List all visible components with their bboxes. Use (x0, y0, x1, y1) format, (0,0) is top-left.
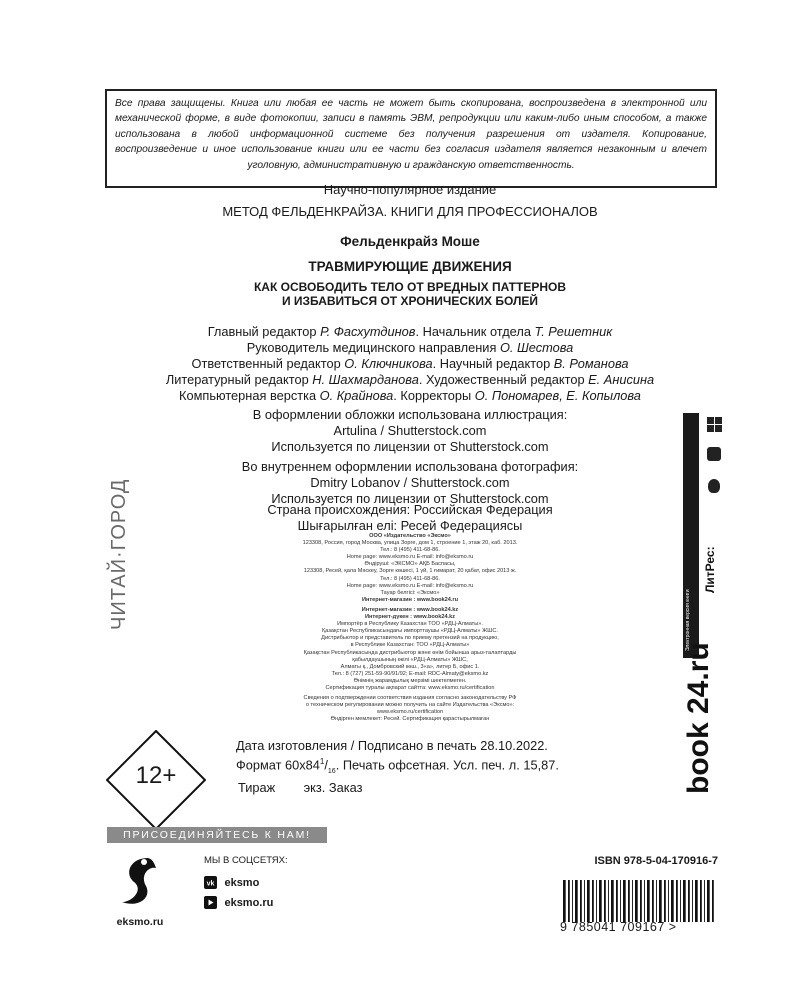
production-date: Дата изготовления / Подписано в печать 28.10.2022. (236, 738, 548, 753)
barcode-bar (640, 880, 642, 922)
litres-block (683, 413, 727, 658)
windows-icon (707, 417, 723, 433)
illustration-line: В оформлении обложки использована иллюстрация: (252, 407, 568, 422)
format-fraction-numerator: 1 (319, 757, 325, 766)
imprint-line: Өнімнің жарамдылық мерзімі шектелмеген. (353, 677, 467, 684)
imprint-line: Интернет-магазин : www.book24.kz (361, 606, 459, 613)
barcode-bar (628, 880, 630, 922)
barcode-bar (584, 880, 585, 922)
imprint-line: в Республике Казахстан: ТОО «РДЦ-Алматы» (350, 642, 470, 649)
barcode-bar (668, 880, 669, 922)
imprint-line: Сведения о подтверждении соответствия издания согласно законодательству РФ (303, 695, 517, 702)
credit-role: Компьютерная верстка (179, 388, 320, 403)
credit-line (120, 340, 700, 356)
series-title: МЕТОД ФЕЛЬДЕНКРАЙЗА. КНИГИ ДЛЯ ПРОФЕССИОНАЛОВ (222, 204, 598, 219)
litres-note: Электронная версия книги (685, 589, 691, 651)
imprint-line: Тел.: 8 (495) 411-68-86. (380, 547, 440, 554)
imprint-line: Алматы қ., Домбровский көш., 3«а», литер Б, офис 1. (340, 663, 480, 670)
barcode-bar (620, 880, 621, 922)
origin-line: Шығарылған елі: Ресей Федерациясы (297, 518, 523, 533)
barcode-bar (644, 880, 645, 922)
format-fraction-denominator: 16 (327, 767, 336, 775)
barcode-bar (671, 880, 674, 922)
barcode-bar (623, 880, 626, 922)
credit-person: В. Романова (553, 356, 629, 371)
imprint-line: Өндірген мемлекет: Ресей. Сертификация қарастырылмаған (330, 716, 490, 723)
imprint-line: www.eksmo.ru/certification (376, 709, 444, 716)
imprint-line: қабылдаушының өкілі «РДЦ-Алматы» ЖШС, (352, 656, 468, 663)
imprint-line: Сертификация туралы ақпарат сайтта: www.eksmo.ru/certification (325, 684, 495, 691)
barcode-bar (611, 880, 614, 922)
imprint-line: Өндіруші: «ЭКСМО» АҚБ Баспасы, (364, 561, 456, 568)
social-item-youtube[interactable] (204, 894, 273, 908)
credit-line (120, 356, 700, 372)
barcode-bar (656, 880, 657, 922)
publisher-imprint (230, 533, 590, 723)
social-label: eksmo (224, 876, 260, 889)
barcode-bar (563, 880, 566, 922)
print-info (236, 738, 616, 796)
country-of-origin (200, 502, 620, 534)
book24-logo: book 24.ru (682, 642, 715, 794)
credit-person: О. Крайнова (319, 388, 394, 403)
imprint-line: 123308, Россия, город Москва, улица Зорге, дом 1, строение 1, этаж 20, каб. 2013. (302, 540, 518, 547)
credit-person: Е. Анисина (588, 372, 655, 387)
social-label: eksmo.ru (224, 896, 274, 909)
credit-person: О. Шестова (499, 340, 574, 355)
barcode-bar (688, 880, 690, 922)
imprint-line: ООО «Издательство «Эксмо» (369, 533, 451, 539)
barcode-bar (652, 880, 654, 922)
imprint-line: Импортёр в Республику Казахстан ТОО «РДЦ-Алматы». (337, 621, 483, 628)
barcode-bar (616, 880, 618, 922)
barcode-bar (580, 880, 582, 922)
illustration-line: Dmitry Lobanov / Shutterstock.com (310, 475, 510, 490)
illustration-line: Во внутреннем оформлении использована фотография: (241, 459, 579, 474)
age-rating: 12+ (135, 762, 177, 789)
barcode-bar (712, 880, 714, 922)
illustration-credits (200, 407, 620, 507)
imprint-line: Интернет-дүкен : www.book24.kz (364, 614, 456, 621)
print-run: Тираж экз. Заказ (238, 779, 363, 795)
imprint-line: Тауар белгісі: «Эксмо» (380, 589, 440, 596)
imprint-line: Home page: www.eksmo.ru E-mail: info@eksmo.ru (346, 554, 474, 561)
apple-icon (708, 479, 720, 493)
barcode-bar (599, 880, 602, 922)
origin-line: Страна происхождения: Российская Федерация (267, 502, 553, 517)
credit-role: . Художественный редактор (418, 372, 589, 387)
credit-person: Н. Шахмарданова (312, 372, 419, 387)
book-title: ТРАВМИРУЮЩИЕ ДВИЖЕНИЯ (308, 259, 512, 274)
imprint-line: о техническом регулировании можно получить на сайте Издательства «Эксмо»: (305, 702, 515, 709)
imprint-line: Тел.: 8 (495) 411-68-86. (380, 575, 440, 582)
author: Фельденкрайз Моше (340, 234, 480, 249)
barcode-bar (604, 880, 606, 922)
eksmo-site: eksmo.ru (116, 916, 164, 928)
barcode-icon (561, 880, 716, 922)
illustration-line: Используется по лицензии от Shutterstock.com (271, 491, 549, 506)
credit-role: Литературный редактор (165, 372, 313, 387)
barcode-digits: 9 785041 709167 > (560, 920, 677, 934)
social-item-vk[interactable] (204, 874, 259, 888)
chitai-gorod-logo: ЧИТАЙ·ГОРОД (108, 478, 130, 630)
credit-role: Руководитель медицинского направления (246, 340, 500, 355)
credit-person: Т. Решетник (534, 324, 613, 339)
isbn: ISBN 978-5-04-170916-7 (594, 855, 718, 867)
android-icon (707, 447, 721, 461)
barcode-bar (596, 880, 597, 922)
eksmo-logo-icon (118, 852, 160, 910)
imprint-line: Home page: www.eksmo.ru E-mail: info@eksmo.ru (346, 582, 474, 589)
credit-person: Р. Фасхутдинов (320, 324, 416, 339)
imprint-line: Дистрибьютор и представитель по приему претензий на продукцию, (321, 635, 499, 642)
rights-notice: Все права защищены. Книга или любая ее часть не может быть скопирована, воспроизведена в электронной или механической форме, в виде фотокопии, записи в память ЭВМ, репродукции или каким-либо иным способом, а также использована в любой информационной системе без получения разрешения от издателя. Копирование, воспроизведение и иное использование книги или ее части без согласия издателя является незаконным и влечет уголовную, административную и гражданскую ответственность. (105, 89, 717, 188)
barcode-bar (608, 880, 609, 922)
imprint-line: 123308, Ресей, қала Мәскеу, Зорге көшесі, 1 үй, 1 ғимарат, 20 қабат, офис 2013 ж. (303, 568, 517, 575)
barcode-bar (647, 880, 650, 922)
barcode-bar (707, 880, 710, 922)
credit-person: О. Ключникова (344, 356, 433, 371)
imprint-line: Интернет-магазин : www.book24.ru (361, 596, 459, 603)
credit-role: . Научный редактор (432, 356, 554, 371)
barcode-bar (632, 880, 633, 922)
social-heading: МЫ В СОЦСЕТЯХ: (204, 855, 288, 866)
barcode-bar (676, 880, 678, 922)
credit-line (120, 372, 700, 388)
barcode-bar (572, 880, 573, 922)
imprint-line: Қазақстан Республикасында дистрибьютор және өнім бойынша арыз-талаптарды (303, 649, 517, 656)
format-line: Формат $60х84^1/_{16}$. Печать офсетная. Усл. печ. л. 15,87. (236, 757, 559, 775)
subtitle-line-1: КАК ОСВОБОДИТЬ ТЕЛО ОТ ВРЕДНЫХ ПАТТЕРНОВ (253, 280, 567, 294)
credit-person: О. Пономарев, Е. Копылова (474, 388, 641, 403)
barcode-bar (695, 880, 698, 922)
barcode-bar (692, 880, 693, 922)
barcode-bar (664, 880, 666, 922)
svg-text:vk: vk (206, 880, 215, 888)
barcode-bar (635, 880, 638, 922)
subtitle-line-2: И ИЗБАВИТЬСЯ ОТ ХРОНИЧЕСКИХ БОЛЕЙ (281, 294, 539, 308)
youtube-icon (204, 896, 217, 909)
barcode-bar (704, 880, 705, 922)
illustration-line: Artulina / Shutterstock.com (333, 423, 487, 438)
credit-line (120, 388, 700, 404)
credit-role: . Начальник отдела (415, 324, 535, 339)
barcode-bar (680, 880, 681, 922)
litres-brand: ЛитРес: (703, 546, 717, 593)
credit-line (120, 324, 700, 340)
imprint-line: Қазақстан Республикасындағы импорттаушы «РДЦ-Алматы» ЖШС. (322, 628, 498, 635)
format-details: . Печать офсетная. Усл. печ. л. 15,87. (335, 757, 559, 773)
credit-role: Ответственный редактор (191, 356, 345, 371)
credit-role: Главный редактор (207, 324, 321, 339)
barcode-bar (592, 880, 594, 922)
book-subtitle (180, 280, 640, 308)
barcode-bar (659, 880, 662, 922)
vk-icon (204, 876, 217, 889)
imprint-line: Тел.: 8 (727) 251-59-90/91/92; E-mail: RDC-Almaty@eksmo.kz (331, 670, 489, 677)
barcode-bar (587, 880, 590, 922)
barcode-bar (683, 880, 686, 922)
credits-block (120, 324, 700, 404)
illustration-line: Используется по лицензии от Shutterstock.com (271, 439, 549, 454)
join-us-banner: ПРИСОЕДИНЯЙТЕСЬ К НАМ! (107, 827, 327, 843)
credit-role: . Корректоры (393, 388, 475, 403)
edition-type: Научно-популярное издание (323, 182, 497, 197)
barcode-bar (568, 880, 570, 922)
format-text: Формат 60х84 (236, 757, 320, 773)
barcode-bar (700, 880, 702, 922)
barcode-bar (575, 880, 578, 922)
